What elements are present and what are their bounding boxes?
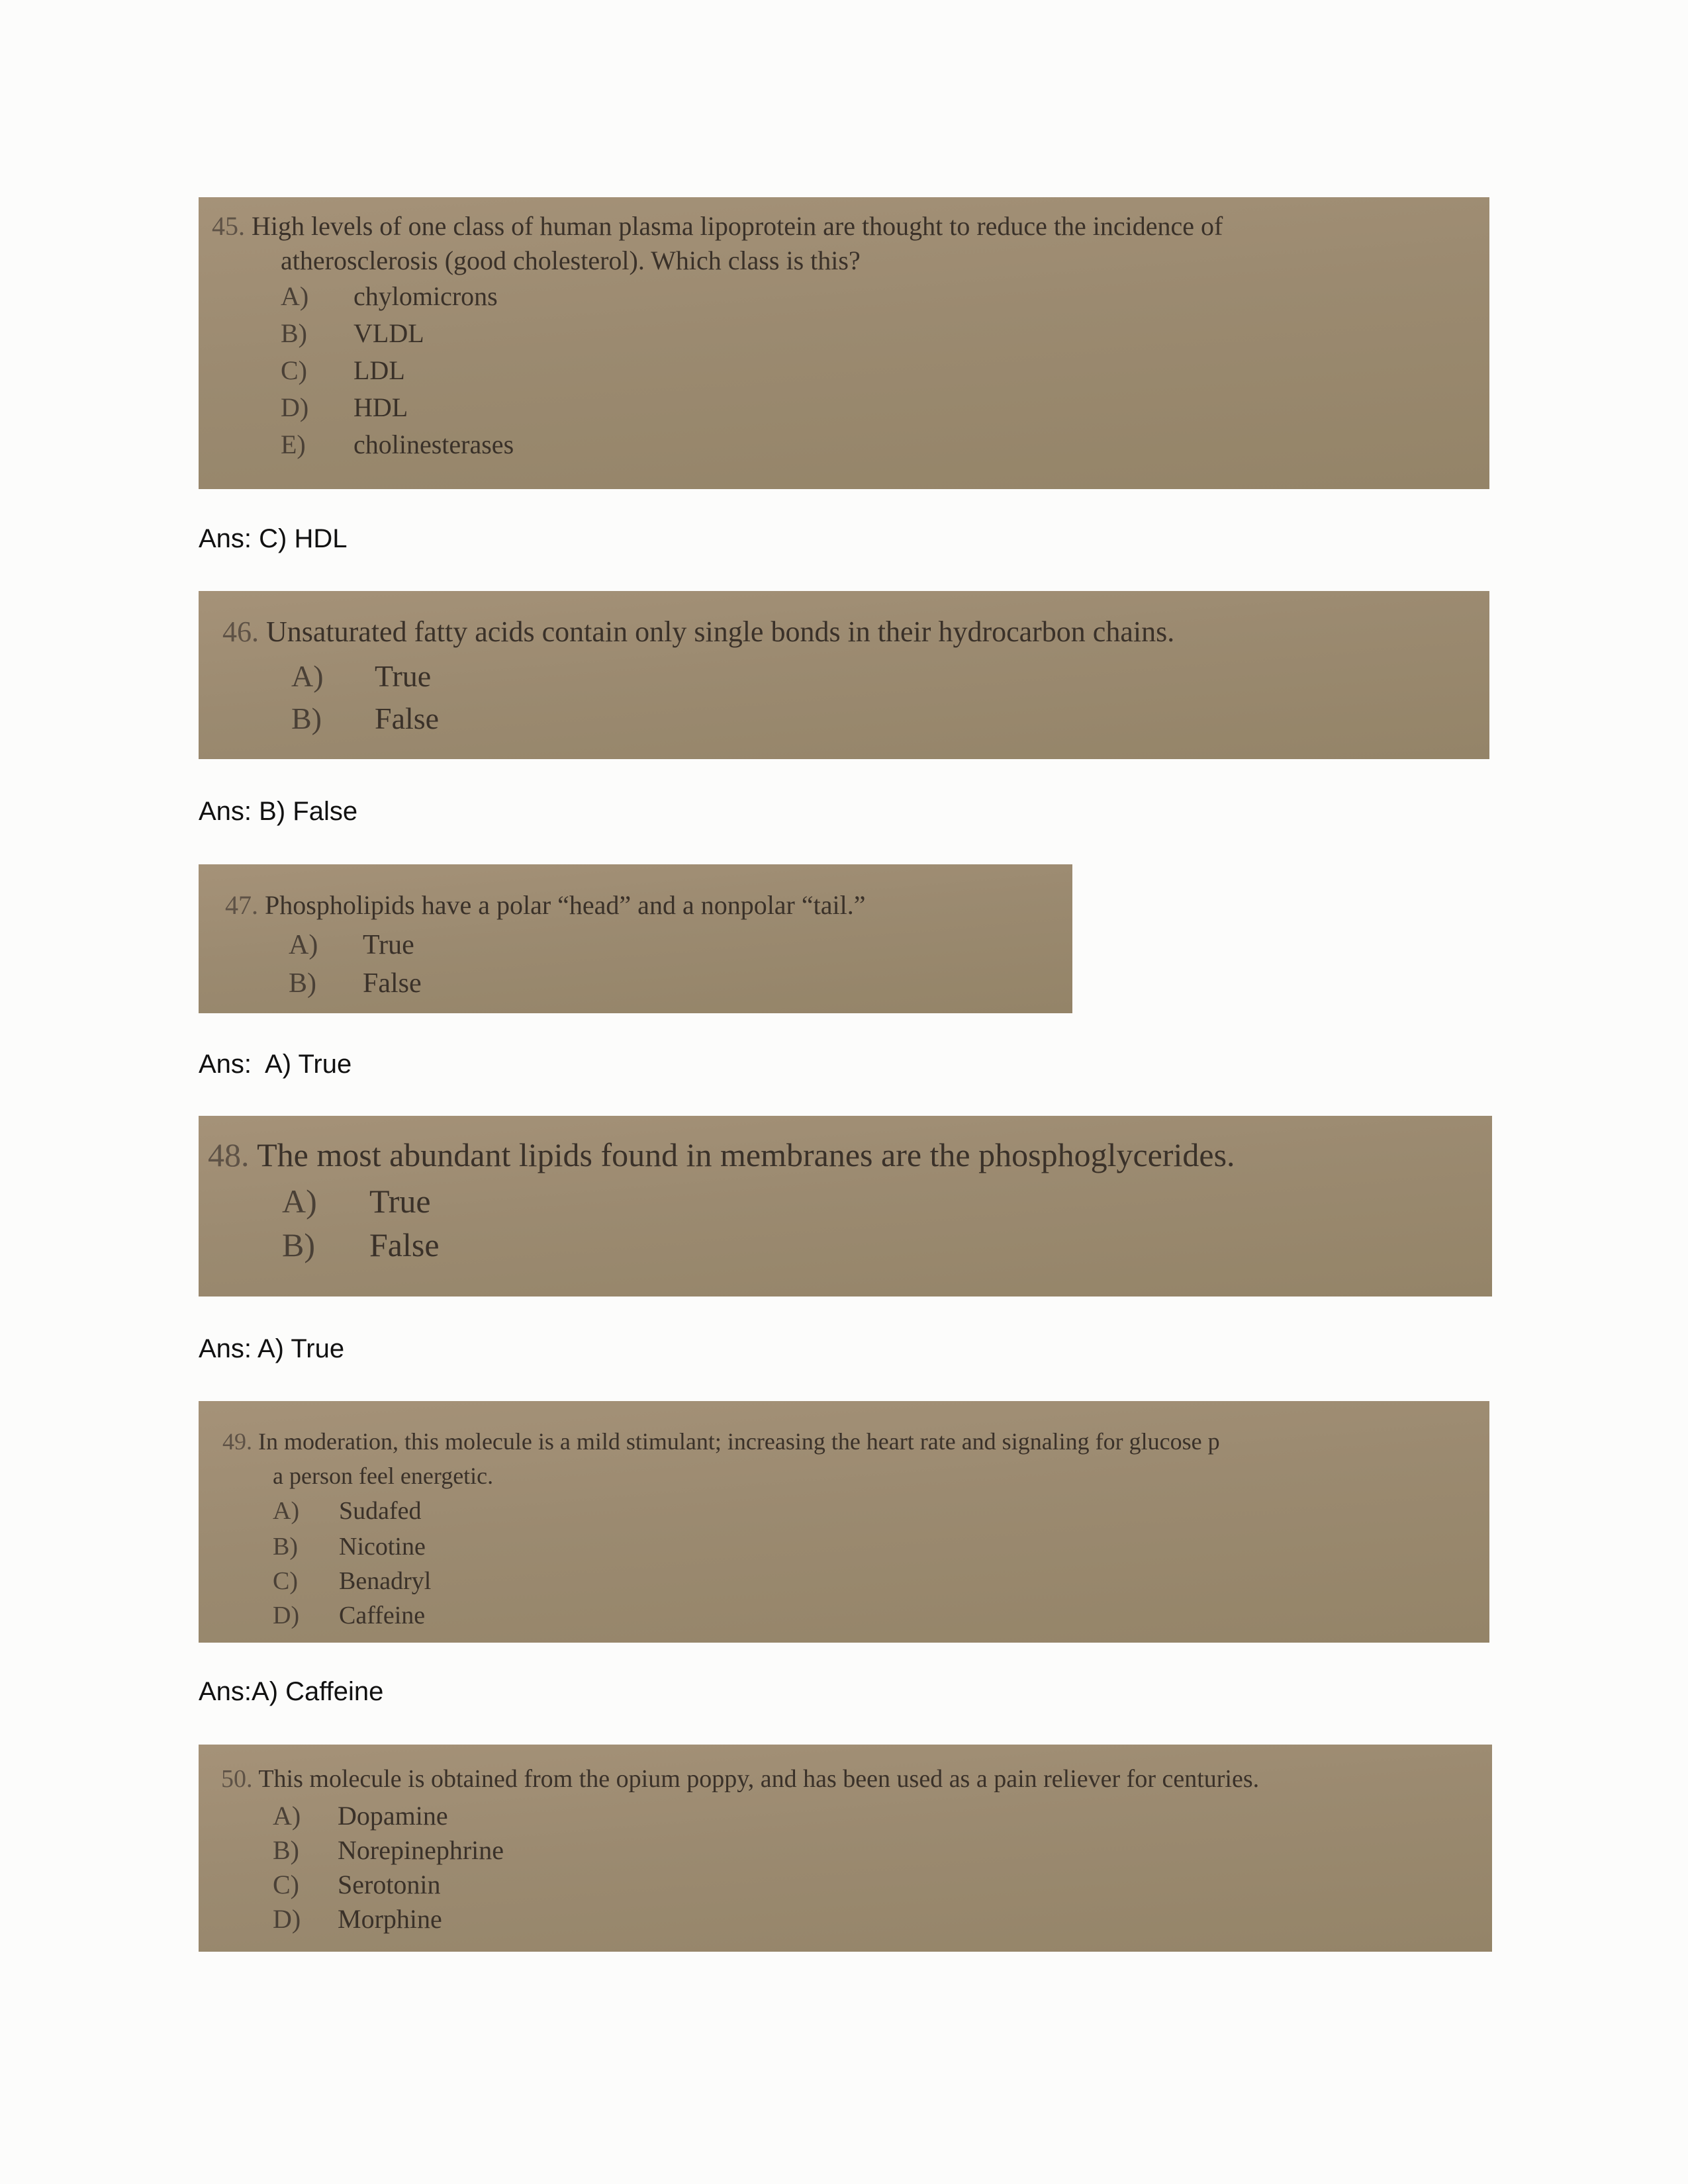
option-e (281, 429, 514, 460)
option-text: chylomicrons (353, 281, 498, 311)
option-letter: D) (281, 392, 309, 422)
option-letter: C) (273, 1567, 298, 1595)
option-letter: C) (273, 1870, 299, 1899)
option-a (273, 1800, 448, 1831)
option-b (281, 318, 424, 349)
option-text: Benadryl (339, 1567, 432, 1595)
question-49-line-1 (222, 1428, 1220, 1455)
question-number: 50. (221, 1765, 253, 1793)
option-text: Sudafed (339, 1497, 422, 1525)
question-number: 47. (225, 890, 258, 920)
option-letter: A) (273, 1801, 301, 1831)
question-45-photo (199, 197, 1489, 489)
option-letter: E) (281, 430, 306, 459)
option-d (281, 392, 408, 423)
option-letter: B) (291, 702, 322, 735)
option-letter: A) (289, 930, 318, 960)
option-text: LDL (353, 355, 405, 385)
option-letter: A) (282, 1183, 317, 1220)
question-47-line-1 (225, 889, 865, 921)
option-text: Morphine (338, 1904, 442, 1934)
option-text: True (363, 930, 414, 960)
question-46-line-1 (222, 615, 1174, 649)
option-text: True (375, 659, 432, 693)
answer-45: Ans: C) HDL (199, 524, 348, 553)
option-letter: D) (273, 1904, 301, 1934)
answer-48: Ans: A) True (199, 1334, 345, 1363)
option-letter: B) (273, 1533, 298, 1561)
question-number: 46. (222, 615, 259, 648)
question-text: Phospholipids have a polar “head” and a nonpolar “tail.” (265, 890, 866, 920)
question-50-photo (199, 1745, 1492, 1952)
question-number: 48. (208, 1136, 250, 1173)
question-50-line-1 (221, 1764, 1259, 1794)
option-letter: D) (273, 1602, 300, 1629)
answer-49: Ans:A) Caffeine (199, 1677, 384, 1706)
question-number: 49. (222, 1428, 252, 1455)
option-a (273, 1496, 422, 1525)
question-45-line-2: atherosclerosis (good cholesterol). Which class is this? (281, 246, 861, 275)
question-text: The most abundant lipids found in membranes are the phosphoglycerides. (257, 1136, 1235, 1173)
option-letter: A) (281, 281, 309, 311)
option-c (281, 355, 405, 386)
option-d (273, 1903, 442, 1934)
option-text: True (369, 1183, 431, 1220)
option-letter: B) (273, 1835, 299, 1865)
option-b (289, 968, 422, 999)
answer-46: Ans: B) False (199, 797, 358, 826)
question-text: This molecule is obtained from the opium poppy, and has been used as a pain reliever for centuries. (258, 1765, 1260, 1793)
question-text: Unsaturated fatty acids contain only single bonds in their hydrocarbon chains. (266, 615, 1175, 648)
option-letter: A) (291, 659, 324, 693)
question-48-line-1 (208, 1136, 1235, 1174)
option-d (273, 1601, 425, 1630)
option-letter: C) (281, 355, 307, 385)
question-number: 45. (212, 211, 245, 241)
option-text: cholinesterases (353, 430, 514, 459)
question-49-photo (199, 1401, 1489, 1643)
question-46-photo (199, 591, 1489, 759)
question-48-photo (199, 1116, 1492, 1297)
option-text: Dopamine (338, 1801, 448, 1831)
option-text: Nicotine (339, 1533, 426, 1561)
option-text: Norepinephrine (338, 1835, 504, 1865)
option-text: HDL (353, 392, 408, 422)
option-letter: B) (282, 1226, 315, 1263)
option-b (273, 1835, 504, 1866)
option-a (281, 281, 498, 312)
option-b (291, 701, 439, 736)
option-text: Caffeine (339, 1602, 426, 1629)
option-c (273, 1567, 431, 1596)
option-text: Serotonin (338, 1870, 441, 1899)
option-a (291, 659, 431, 694)
question-text: In moderation, this molecule is a mild stimulant; increasing the heart rate and signaling for glucose p (258, 1428, 1220, 1455)
option-text: VLDL (353, 318, 424, 348)
option-c (273, 1869, 441, 1900)
question-text: High levels of one class of human plasma lipoprotein are thought to reduce the incidence of (252, 211, 1223, 241)
option-b (273, 1532, 426, 1561)
option-a (282, 1182, 431, 1220)
question-47-photo (199, 864, 1072, 1013)
option-letter: B) (281, 318, 307, 348)
question-49-line-2: a person feel energetic. (273, 1463, 494, 1489)
question-45-line-1 (212, 210, 1223, 242)
answer-47: Ans: A) True (199, 1050, 352, 1079)
option-b (282, 1226, 440, 1264)
option-text: False (375, 702, 440, 735)
option-a (289, 929, 414, 961)
option-text: False (363, 968, 422, 999)
option-letter: B) (289, 968, 316, 999)
option-text: False (369, 1226, 440, 1263)
option-letter: A) (273, 1497, 300, 1525)
